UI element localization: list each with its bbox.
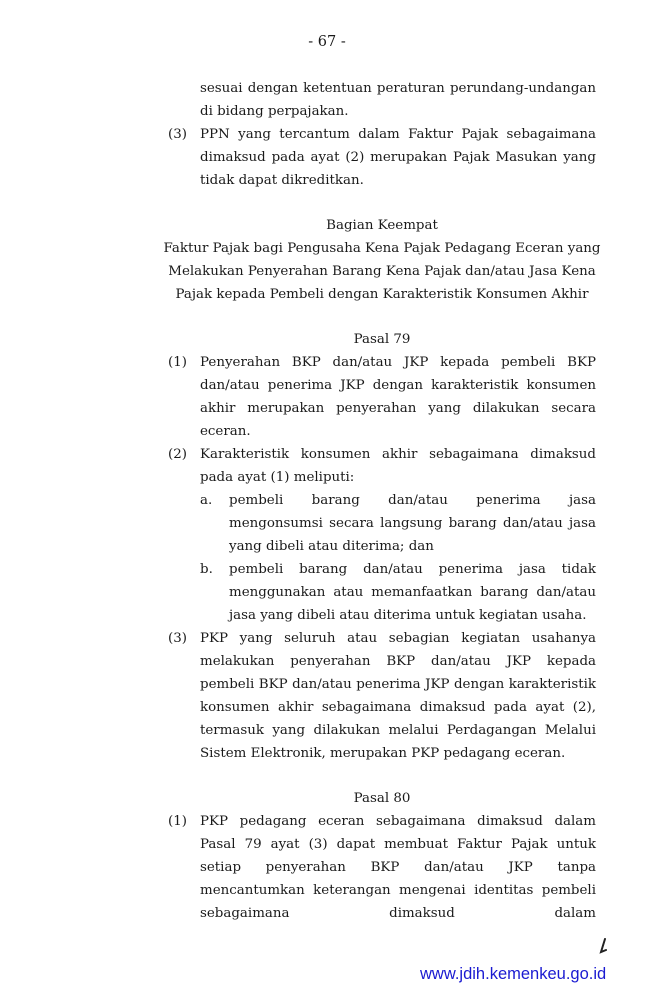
item-number: (1) [168,355,187,370]
item-text: PPN yang tercantum dalam Faktur Pajak sebagaimana dimaksud pada ayat (2) merupakan Pajak Masukan yang tidak dapat dikreditkan. [200,127,596,188]
subitem-letter: a. [200,493,213,508]
item-text: PKP yang seluruh atau sebagian kegiatan usahanya melakukan penyerahan BKP dan/atau JKP kepada pembeli BKP dan/atau penerima JKP dengan karakteristik konsumen akhir sebagaimana dimaksud pada ayat (2), termasuk yang dilakukan melalui Perdagangan Melalui Sistem Elektronik, merupakan PKP pedagang eceran. [200,631,596,761]
pasal-79-item-1 [168,351,596,443]
subitem-letter: b. [200,562,213,577]
pasal-79-heading: Pasal 79 [353,332,411,347]
signature-mark-icon [599,938,607,956]
subitem-a [200,489,596,558]
subitem-b [200,558,596,627]
item-text: PKP pedagang eceran sebagaimana dimaksud dalam Pasal 79 ayat (3) dapat membuat Faktur Pajak untuk setiap penyerahan BKP dan/atau JKP tanpa mencantumkan keterangan mengenai identitas pembeli sebagaimana dimaksud dalam [200,814,596,921]
document-body [163,77,601,925]
section-title-line-2: Melakukan Penyerahan Barang Kena Pajak dan/atau Jasa Kena [168,264,596,279]
subitem-text: pembeli barang dan/atau penerima jasa mengonsumsi secara langsung barang dan/atau jasa yang dibeli atau diterima; dan [229,493,596,554]
pasal-79-item-3 [168,627,596,765]
pasal-80-heading: Pasal 80 [353,791,411,806]
section-heading: Bagian Keempat [326,218,438,233]
item-number: (1) [168,814,187,829]
section-title-line-3: Pajak kepada Pembeli dengan Karakteristik Konsumen Akhir [175,287,589,302]
item-number: (3) [168,127,187,142]
continuation-text: sesuai dengan ketentuan peraturan perundang-undangan di bidang perpajakan. [200,81,596,119]
previous-item-3 [168,123,596,192]
item-text: Penyerahan BKP dan/atau JKP kepada pembeli BKP dan/atau penerima JKP dengan karakteristik konsumen akhir merupakan penyerahan yang dilakukan secara eceran. [200,355,596,439]
item-text: Karakteristik konsumen akhir sebagaimana dimaksud pada ayat (1) meliputi: [200,447,596,485]
footer-url-link[interactable]: www.jdih.kemenkeu.go.id [420,965,607,983]
item-number: (2) [168,447,187,462]
page-number: - 67 - [308,34,346,50]
item-number: (3) [168,631,187,646]
pasal-80-item-1 [168,810,596,925]
subitem-text: pembeli barang dan/atau penerima jasa tidak menggunakan atau memanfaatkan barang dan/atau jasa yang dibeli atau diterima untuk kegiatan usaha. [229,562,596,623]
section-title-line-1: Faktur Pajak bagi Pengusaha Kena Pajak Pedagang Eceran yang [163,241,601,256]
pasal-79-item-2 [168,443,596,627]
